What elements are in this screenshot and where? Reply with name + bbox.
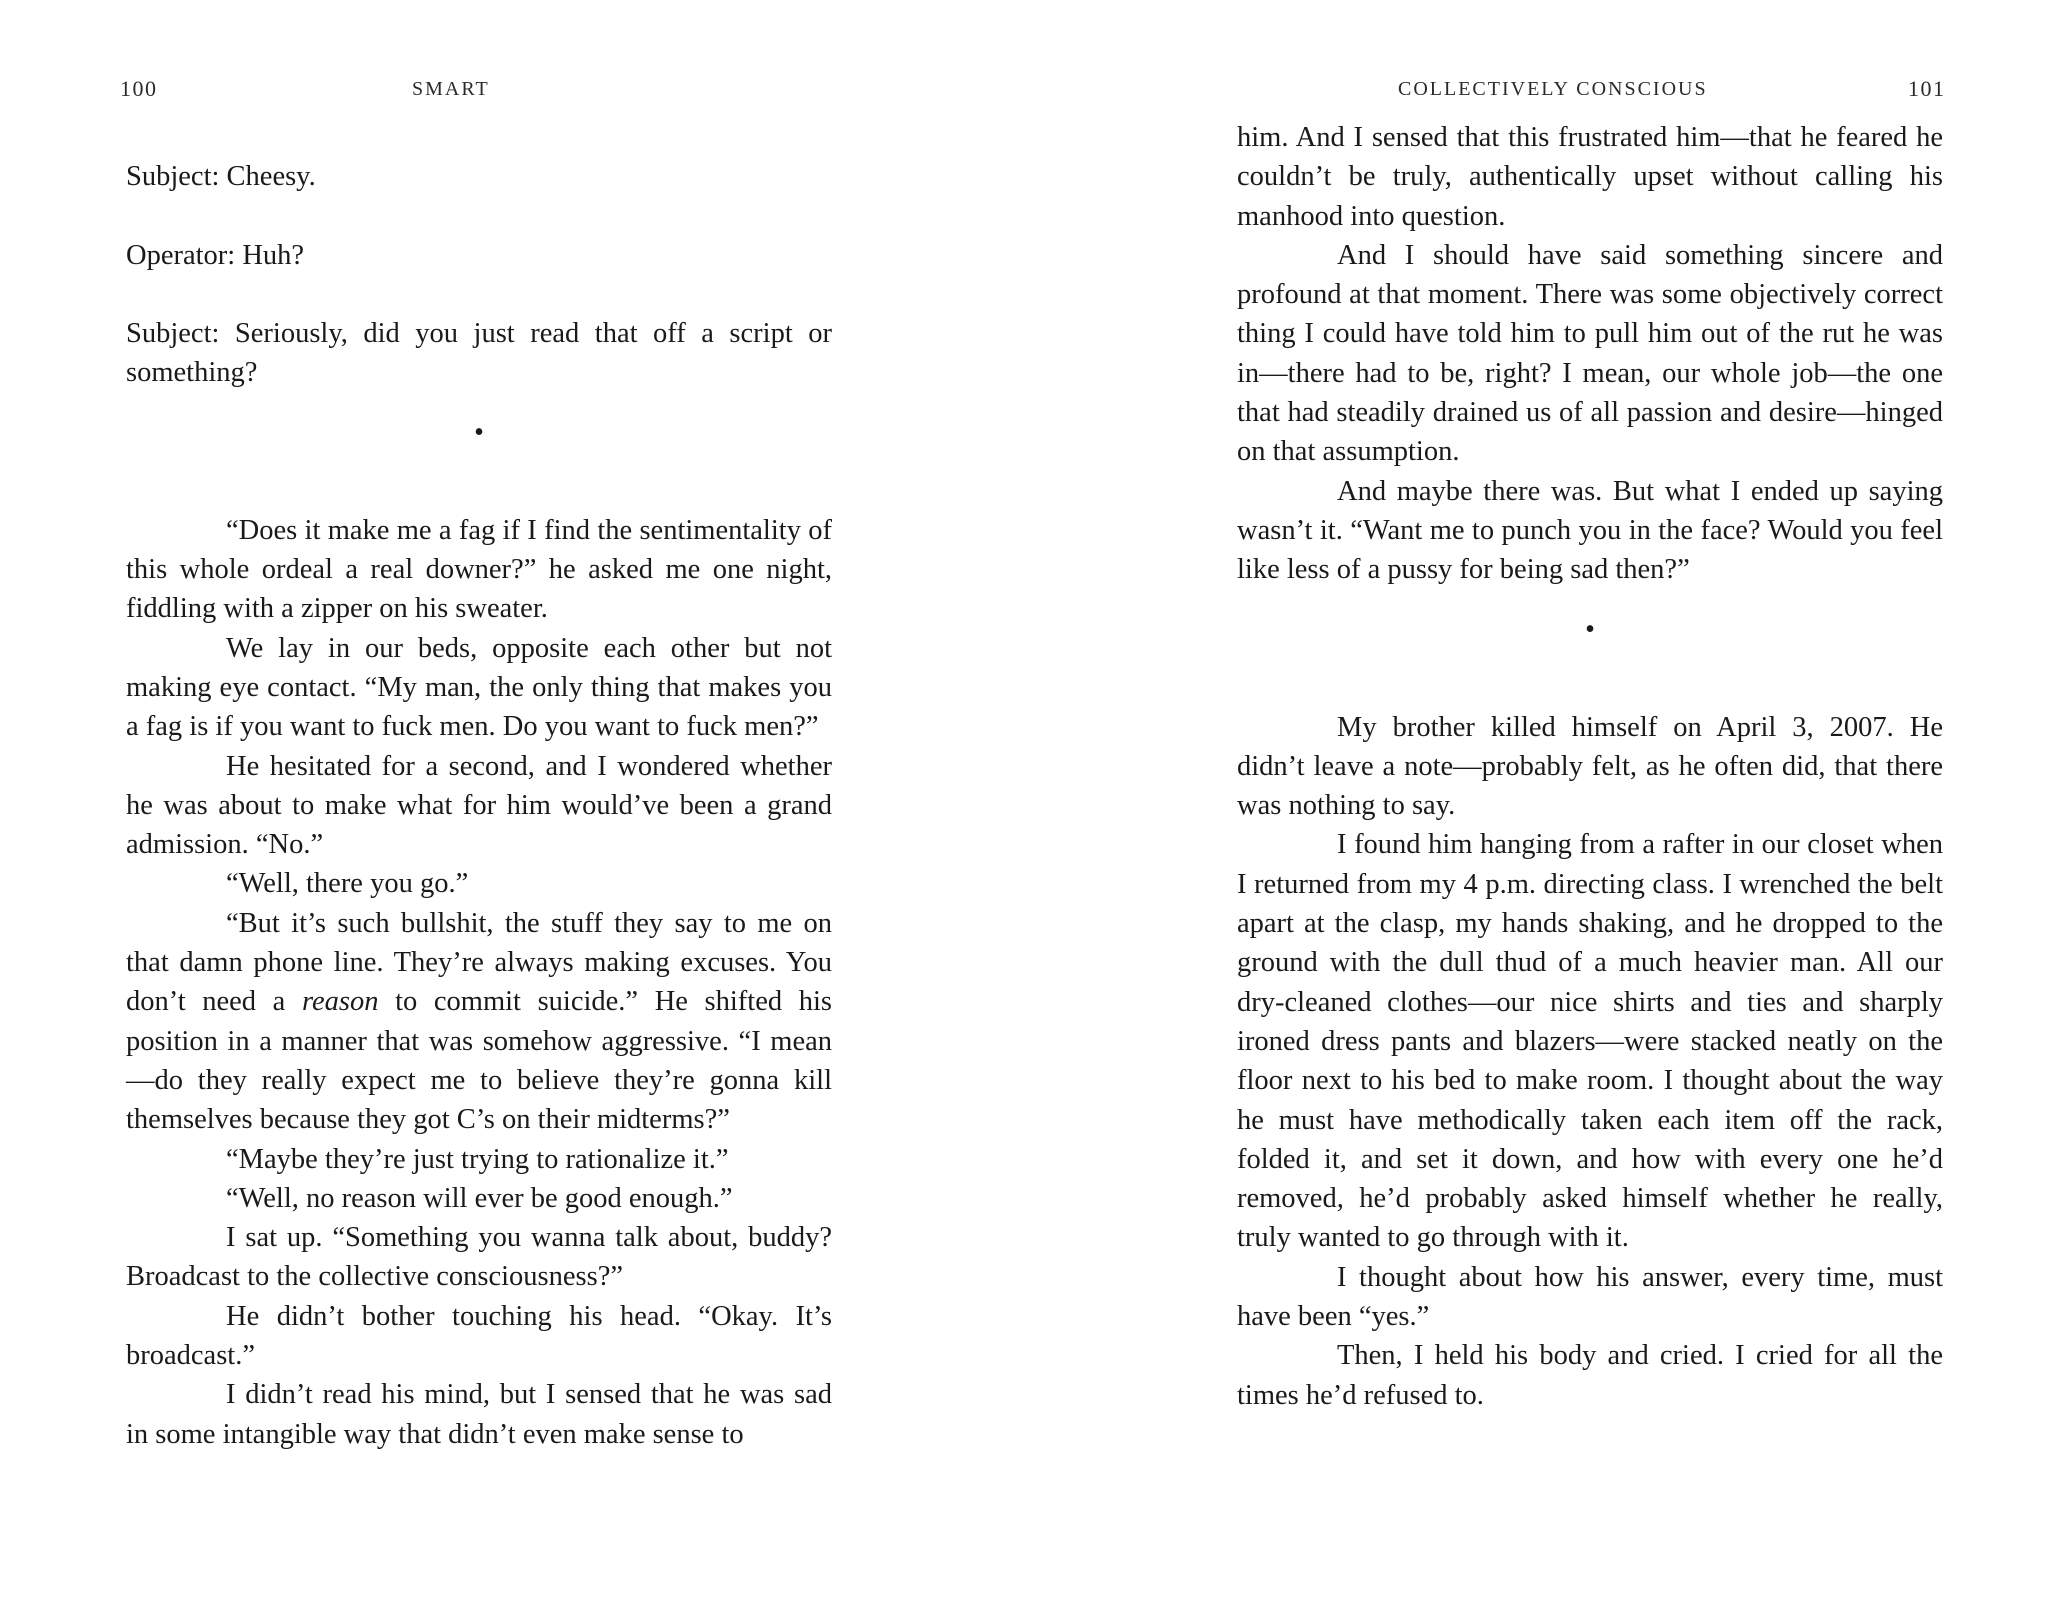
paragraph-text: to commit suicide.” He shifted his position in a manner that was somehow aggressive. “I mean—do they really expect me to believe they’re gonna kill themselves because they got C’s on their midterms?”: [126, 986, 832, 1136]
dialogue-line: Subject: Seriously, did you just read that off a script or something?: [126, 318, 832, 389]
text-block: [1237, 118, 1943, 1415]
paragraph: “Maybe they’re just trying to rationalize it.”: [226, 1143, 729, 1175]
right-page: [1024, 0, 2048, 1598]
paragraph: And I should have said something sincere and profound at that moment. There was some objectively correct thing I could have told him to pull him out of the rut he was in—there had to be, right? I mean, our whole job—the one that had steadily drained us of all passion and desire—hinged on that assumption.: [1237, 239, 1943, 468]
paragraph: He didn’t bother touching his head. “Okay. It’s broadcast.”: [126, 1300, 832, 1372]
paragraph: [126, 904, 832, 1140]
page-number: 100: [120, 76, 158, 101]
paragraph: Then, I held his body and cried. I cried for all the times he’d refused to.: [1237, 1340, 1943, 1411]
running-head: SMART: [412, 78, 490, 100]
section-break: •: [474, 416, 484, 448]
paragraph: He hesitated for a second, and I wondered whether he was about to make what for him would’ve been a grand admission. “No.”: [126, 750, 832, 861]
paragraph: him. And I sensed that this frustrated him—that he feared he couldn’t be truly, authentically upset without calling his manhood into question.: [1237, 122, 1943, 232]
paragraph: I sat up. “Something you wanna talk about, buddy? Broadcast to the collective consciousness?”: [126, 1222, 832, 1293]
dialogue-line: Operator: Huh?: [126, 239, 305, 271]
paragraph: “Well, no reason will ever be good enough.”: [226, 1182, 733, 1214]
section-break: •: [1585, 613, 1595, 645]
running-head: COLLECTIVELY CONSCIOUS: [1398, 78, 1708, 100]
dialogue-line: Subject: Cheesy.: [126, 161, 316, 192]
paragraph: I didn’t read his mind, but I sensed that he was sad in some intangible way that didn’t even make sense to: [126, 1379, 832, 1450]
emphasis: reason: [301, 986, 379, 1018]
paragraph: “Well, there you go.”: [226, 868, 469, 900]
paragraph: I thought about how his answer, every time, must have been “yes.”: [1237, 1261, 1943, 1333]
paragraph: We lay in our beds, opposite each other but not making eye contact. “My man, the only thing that makes you a fag is if you want to fuck men. Do you want to fuck men?”: [126, 632, 832, 743]
text-block: [126, 157, 832, 1454]
paragraph: And maybe there was. But what I ended up saying wasn’t it. “Want me to punch you in the face? Would you feel like less of a pussy for being sad then?”: [1237, 475, 1943, 586]
paragraph: My brother killed himself on April 3, 2007. He didn’t leave a note—probably felt, as he often did, that there was nothing to say.: [1237, 711, 1943, 822]
paragraph: I found him hanging from a rafter in our closet when I returned from my 4 p.m. directing class. I wrenched the belt apart at the clasp, my hands shaking, and he dropped to the ground with the dull thud of a much heavier man. All our dry-cleaned clothes—our nice shirts and ties and sharply ironed dress pants and blazers—were stacked neatly on the floor next to his bed to make room. I thought about the way he must have methodically taken each item off the rack, folded it, and set it down, and how with every one he’d removed, he’d probably asked himself whether he really, truly wanted to go through with it.: [1237, 829, 1943, 1254]
paragraph-text: “But it’s such bullshit, the stuff they say to me on that damn phone line. They’re always making excuses. You don’t need a: [126, 907, 832, 1018]
paragraph: “Does it make me a fag if I find the sentimentality of this whole ordeal a real downer?” he asked me one night, fiddling with a zipper on his sweater.: [126, 514, 832, 625]
page-number: 101: [1908, 76, 1946, 101]
